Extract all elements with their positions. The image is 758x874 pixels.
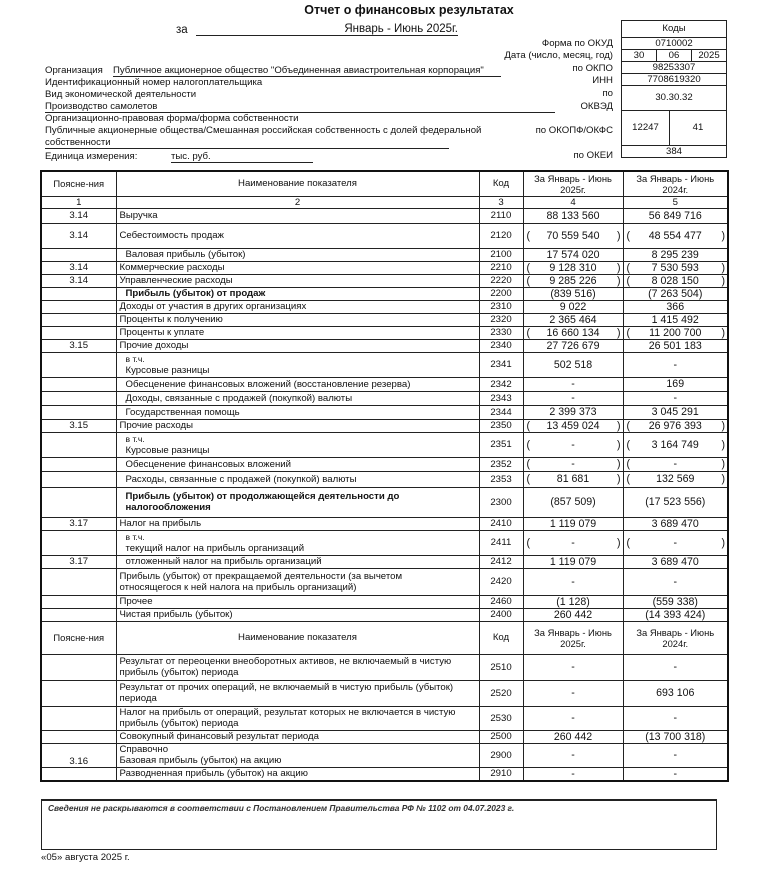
signature-date: «05» августа 2025 г. (41, 852, 130, 863)
disclosure-note: Сведения не раскрываются в соответствии с Постановлением Правительства РФ № 1102 от 04.07.2023 г. (48, 803, 515, 813)
table-row: 3.15 Прочие расходы 2350 ( 13 459 024 ) ( 26 976 393 ) (41, 419, 728, 432)
table-row: 3.14 Себестоимость продаж 2120 ( 70 559 540 ) ( 48 554 477 ) (41, 223, 728, 248)
okei-code: 384 (622, 145, 726, 157)
okved-code: 30.30.32 (622, 85, 726, 110)
legal-form-value-1: Публичные акционерные общества/Смешанная российская собственность с долей федеральной (45, 125, 482, 136)
codes-title: Коды (662, 23, 686, 34)
col-header-notes-2: Поясне-ния (41, 621, 116, 654)
table-row: Налог на прибыль от операций, результат которых не включается в чистую прибыль (убыток) периода 2530 - - (41, 706, 728, 730)
table-row: Результат от прочих операций, не включаемый в чистую прибыль (убыток) периода 2520 - 693 106 (41, 680, 728, 706)
okopf-code: 12247 (632, 122, 659, 133)
report-period: Январь - Июнь 2025г. (196, 23, 458, 36)
col-header-name-2: Наименование показателя (116, 621, 479, 654)
table-row: Прибыль (убыток) от продаж 2200 (839 516) (7 263 504) (41, 287, 728, 300)
table-row: 3.17 отложенный налог на прибыль организаций 2412 1 119 079 3 689 470 (41, 555, 728, 568)
table-row: в т.ч. Курсовые разницы 2341 502 518 - (41, 352, 728, 377)
table-row: 3.15 Прочие доходы 2340 27 726 679 26 501 183 (41, 339, 728, 352)
period-prefix: за (176, 24, 188, 36)
table-row: Проценты к уплате 2330 ( 16 660 134 ) ( 11 200 700 ) (41, 326, 728, 339)
legal-form-value-2: собственности (45, 137, 449, 149)
table-row: Прочее 2460 (1 128) (559 338) (41, 595, 728, 608)
table-row: Чистая прибыль (убыток) 2400 260 442 (14 393 424) (41, 608, 728, 621)
table-header-row-2 (41, 621, 728, 654)
col-header-notes: Поясне-ния (41, 171, 116, 196)
okpo-label: по ОКПО (572, 63, 613, 74)
table-row: 3.16 Справочно Базовая прибыль (убыток) на акцию 2900 - - (41, 743, 728, 767)
okved-label-1: по (602, 88, 613, 99)
table-row: в т.ч. текущий налог на прибыль организаций 2411 ( - ) ( - ) (41, 530, 728, 555)
codes-box (621, 20, 727, 158)
activity-value: Производство самолетов (45, 101, 555, 113)
okud-label: Форма по ОКУД (541, 38, 613, 49)
table-row: Разводненная прибыль (убыток) на акцию 2910 - - (41, 767, 728, 781)
table-row: Доходы от участия в других организациях 2310 9 022 366 (41, 300, 728, 313)
okfs-code: 41 (669, 111, 726, 145)
date-month: 06 (656, 50, 691, 61)
col-header-code: Код (479, 171, 523, 196)
table-header-row (41, 171, 728, 196)
table-row: Прибыль (убыток) от продолжающейся деятельности до налогообложения 2300 (857 509) (17 523 556) (41, 487, 728, 517)
legal-form-label: Организационно-правовая форма/форма собственности (45, 113, 299, 124)
table-row: 3.14 Управленческие расходы 2220 ( 9 285 226 ) ( 8 028 150 ) (41, 274, 728, 287)
table-row: 3.14 Выручка 2110 88 133 560 56 849 716 (41, 208, 728, 223)
col-header-previous-2: За Январь - Июнь 2024г. (623, 621, 728, 654)
inn-code: 7708619320 (622, 73, 726, 85)
table-row: 3.14 Коммерческие расходы 2210 ( 9 128 310 ) ( 7 530 593 ) (41, 261, 728, 274)
table-row: Доходы, связанные с продажей (покупкой) валюты 2343 - - (41, 391, 728, 405)
table-row: Результат от переоценки внеоборотных активов, не включаемый в чистую прибыль (убыток) периода 2510 - - (41, 654, 728, 680)
org-label: Организация (45, 65, 103, 76)
org-name: Публичное акционерное общество "Объединенная авиастроительная корпорация" (113, 65, 501, 77)
date-year: 2025 (691, 50, 726, 61)
inn-label: ИНН (592, 75, 613, 86)
date-code (622, 49, 726, 61)
date-day: 30 (633, 50, 645, 61)
table-row: Прибыль (убыток) от прекращаемой деятельности (за вычетом относящегося к ней налога на прибыль организаций) 2420 - - (41, 568, 728, 595)
table-row: Валовая прибыль (убыток) 2100 17 574 020 8 295 239 (41, 248, 728, 261)
col-header-current-2: За Январь - Июнь 2025г. (523, 621, 623, 654)
table-row: Расходы, связанные с продажей (покупкой) валюты 2353 ( 81 681 ) ( 132 569 ) (41, 471, 728, 487)
okpo-code: 98253307 (622, 61, 726, 73)
table-row: Обесценение финансовых вложений (восстановление резерва) 2342 - 169 (41, 377, 728, 391)
table-row: Проценты к получению 2320 2 365 464 1 415 492 (41, 313, 728, 326)
disclosure-note-box (41, 799, 717, 850)
table-row: в т.ч. Курсовые разницы 2351 ( - ) ( 3 164 749 ) (41, 432, 728, 457)
activity-label: Вид экономической деятельности (45, 89, 197, 100)
table-row: 3.17 Налог на прибыль 2410 1 119 079 3 689 470 (41, 517, 728, 530)
inn-field-label: Идентификационный номер налогоплательщика (45, 77, 263, 88)
financial-results-table (40, 170, 729, 782)
col-header-name: Наименование показателя (116, 171, 479, 196)
col-header-current: За Январь - Июнь 2025г. (523, 171, 623, 196)
table-row: Обесценение финансовых вложений 2352 ( - ) ( - ) (41, 457, 728, 471)
okei-label: по ОКЕИ (573, 150, 613, 161)
okopf-okfs-code (622, 110, 726, 145)
unit-value: тыс. руб. (171, 151, 313, 163)
col-number-row: 1 2 3 4 5 (41, 196, 728, 208)
col-header-code-2: Код (479, 621, 523, 654)
col-header-previous: За Январь - Июнь 2024г. (623, 171, 728, 196)
okud-code: 0710002 (622, 37, 726, 49)
report-title: Отчет о финансовых результатах (304, 3, 514, 17)
table-row: Государственная помощь 2344 2 399 373 3 045 291 (41, 405, 728, 419)
okopf-label: по ОКОПФ/ОКФС (535, 125, 613, 136)
date-label: Дата (число, месяц, год) (504, 50, 613, 61)
table-row: Совокупный финансовый результат периода 2500 260 442 (13 700 318) (41, 730, 728, 743)
okved-label-2: ОКВЭД (580, 101, 613, 112)
unit-label: Единица измерения: (45, 151, 138, 162)
